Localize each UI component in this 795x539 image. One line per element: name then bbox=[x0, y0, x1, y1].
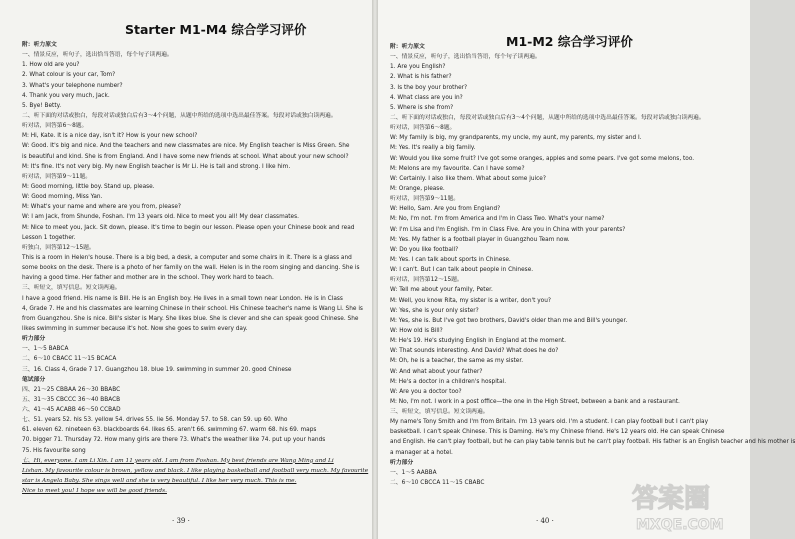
text-line: 二、听下面的对话或独白，每段对话或独白后有3～4个问题，从题中所给的选项中选出最佳答案。每段对话或独白读两遍。 bbox=[390, 114, 705, 121]
text-line: M: Yes, she is. But I've got two brothers, David's older than me and Bill's younger. bbox=[390, 317, 628, 324]
right-page-number: · 40 · bbox=[536, 517, 554, 525]
watermark-logo bbox=[626, 473, 744, 535]
text-line: 4, Grade 7. He and his classmates are learning Chinese in their school. His Chinese teacher's name is Wang Li. She is bbox=[22, 305, 363, 312]
text-line: M: It's fine. It's not very big. My new English teacher is Mr Li. He is tall and strong. I like him. bbox=[22, 163, 291, 170]
text-line: 61. eleven 62. nineteen 63. blackboards 64. likes 65. aren't 66. swimming 67. warm 68. his 69. maps bbox=[22, 427, 317, 434]
text-line: W: Yes, she is your only sister? bbox=[390, 307, 479, 314]
text-line: This is a room in Helen's house. There is a big bed, a desk, a computer and some chairs in it. There is a glass and bbox=[22, 254, 352, 261]
text-line: 听对话，回答第6～8题。 bbox=[390, 125, 456, 132]
left-page bbox=[0, 0, 372, 539]
left-page-title: Starter M1-M4 综合学习评价 bbox=[125, 22, 307, 37]
text-line: M: What's your name and where are you from, please? bbox=[22, 204, 181, 211]
text-line: and English. He can't play football, but he can play table tennis but he can't play football. His father is an English teacher and his mother is bbox=[390, 439, 795, 446]
right-page-title: M1-M2 综合学习评价 bbox=[506, 34, 633, 49]
text-line: W: How old is Bill? bbox=[390, 327, 443, 334]
text-line: likes swimming in summer because it's hot. Now she goes to swim every day. bbox=[22, 325, 248, 332]
text-line: 四、21～25 CBBAA 26～30 BBABC bbox=[22, 386, 121, 393]
text-line: W: Are you a doctor too? bbox=[390, 388, 462, 395]
text-line: M: Yes. It's really a big family. bbox=[390, 145, 476, 152]
text-line: M: He's 19. He's studying English in England at the moment. bbox=[390, 338, 567, 345]
left-page-number: · 39 · bbox=[172, 517, 190, 525]
handwritten-answer-line: 七、Hi, everyone. I am Li Xin. I am 11 years old. I am from Foshan. My best friends are Wang Ming and Li bbox=[22, 457, 334, 464]
right-page bbox=[378, 0, 795, 539]
text-line: 二、6～10 CBCCA 11～15 CBABC bbox=[390, 480, 485, 487]
text-line: W: And what about your father? bbox=[390, 368, 483, 375]
text-line: 七、51. years 52. his 53. yellow 54. drives 55. lie 56. Monday 57. to 58. can 59. up 60. Who bbox=[22, 417, 288, 424]
watermark-subtext: MXQE.COM bbox=[636, 517, 724, 533]
text-line: 一、情景反应，听句子，选出恰当答语，每个句子读两遍。 bbox=[390, 54, 541, 61]
text-line: 70. bigger 71. Thursday 72. How many girls are there 73. What's the weather like 74. put up your hands bbox=[22, 437, 326, 444]
text-line: W: Good morning, Miss Yan. bbox=[22, 194, 103, 201]
text-line: I have a good friend. His name is Bill. He is an English boy. He lives in a small town near London. He is in Class bbox=[22, 295, 343, 302]
text-line: 听对话，回答第9～11题。 bbox=[390, 196, 460, 203]
left-page-body bbox=[22, 40, 369, 496]
text-line: 1. Are you English? bbox=[390, 64, 446, 71]
text-line: a manager at a hotel. bbox=[390, 449, 453, 456]
text-line: 4. What class are you in? bbox=[390, 94, 463, 101]
text-line: W: Good. It's big and nice. And the teachers and new classmates are nice. My English teacher is Miss Green. She bbox=[22, 143, 350, 150]
text-line: M: Yes. My father is a football player in Guangzhou Team now. bbox=[390, 236, 570, 243]
text-line: 六、41～45 ACABB 46～50 CCBAD bbox=[22, 407, 121, 414]
text-line: basketball. I can't speak Chinese. This is Daming. He's my Chinese friend. He's 12 years old. He can speak Chinese bbox=[390, 429, 725, 436]
text-line: 一、情景反应，听句子，选出恰当答语，每个句子读两遍。 bbox=[22, 52, 173, 59]
text-line: M: Melons are my favourite. Can I have some? bbox=[390, 165, 525, 172]
text-line: W: Certainly. I also like them. What about some juice? bbox=[390, 175, 546, 182]
section-heading: 听力部分 bbox=[22, 336, 46, 343]
section-heading: 附：听力原文 bbox=[22, 42, 57, 48]
text-line: some books on the desk. There is a photo of her family on the wall. Helen is in the room singing and dancing. She is bbox=[22, 265, 360, 272]
text-line: 一、1～5 BABCA bbox=[22, 346, 69, 353]
text-line: 听对话，回答第12～15题。 bbox=[390, 277, 463, 284]
handwritten-answer-line: star is Angela Baby. She sings well and she is very beautiful. I like her very much. This is me. bbox=[22, 478, 297, 485]
text-line: W: Hello, Sam. Are you from England? bbox=[390, 206, 501, 213]
text-line: W: Tell me about your family, Peter. bbox=[390, 287, 493, 294]
text-line: M: He's a doctor in a children's hospital. bbox=[390, 378, 507, 385]
text-line: 3. Is the boy your brother? bbox=[390, 84, 468, 91]
text-line: 三、听短文，填写信息。短文读两遍。 bbox=[22, 285, 121, 292]
text-line: W: Do you like football? bbox=[390, 246, 459, 253]
text-line: from Guangzhou. She is nice. Bill's sister is Mary. She likes blue. She is clever and she can speak good Chinese. She bbox=[22, 315, 359, 322]
text-line: 五、31～35 CBCCC 36～40 BBACB bbox=[22, 396, 121, 403]
text-line: 5. Where is she from? bbox=[390, 104, 454, 111]
text-line: 听独白，回答第12～15题。 bbox=[22, 244, 95, 251]
text-line: 听对话，回答第9～11题。 bbox=[22, 173, 92, 180]
text-line: 5. Bye! Betty. bbox=[22, 102, 62, 109]
text-line: 二、6～10 CBACC 11～15 BCACA bbox=[22, 356, 117, 363]
text-line: is beautiful and kind. She is from England. And I have some new friends at school. What about your new school? bbox=[22, 153, 349, 160]
text-line: 听对话，回答第6～8题。 bbox=[22, 123, 88, 130]
section-heading: 附：听力原文 bbox=[390, 44, 425, 50]
handwritten-answer-line: Nice to meet you! I hope we will be good friends. bbox=[22, 488, 167, 495]
text-line: M: Nice to meet you, Jack. Sit down, please. It's time to begin our lesson. Please open your Chinese book and read bbox=[22, 224, 355, 231]
text-line: having a good time. Her father and mother are in the school. They work hard to teach. bbox=[22, 275, 274, 282]
text-line: 二、听下面的对话或独白，每段对话或独白后有3～4个问题，从题中所给的选项中选出最佳答案。每段对话或独白读两遍。 bbox=[22, 112, 337, 119]
text-line: 一、1～5 AABBA bbox=[390, 469, 437, 476]
text-line: W: I am Jack, from Shunde, Foshan. I'm 13 years old. Nice to meet you all! My dear classmates. bbox=[22, 214, 299, 221]
text-line: Lesson 1 together. bbox=[22, 234, 76, 241]
text-line: M: Well, you know Rita, my sister is a writer, don't you? bbox=[390, 297, 551, 304]
text-line: M: Yes. I can talk about sports in Chinese. bbox=[390, 256, 511, 263]
text-line: 4. Thank you very much, Jack. bbox=[22, 92, 110, 99]
text-line: 1. How old are you? bbox=[22, 62, 80, 69]
section-heading: 听力部分 bbox=[390, 459, 414, 466]
text-line: W: That sounds interesting. And David? What does he do? bbox=[390, 348, 559, 355]
text-line: W: Would you like some fruit? I've got some oranges, apples and some pears. I've got some melons, too. bbox=[390, 155, 695, 162]
text-line: My name's Tony Smith and I'm from Britain. I'm 13 years old. I'm a student. I can play football but I can't play bbox=[390, 419, 708, 426]
section-heading: 笔试部分 bbox=[22, 376, 46, 383]
text-line: 2. What is his father? bbox=[390, 74, 452, 81]
text-line: M: No, I'm not. I work in a post office—the one in the High Street, between a bank and a restaurant. bbox=[390, 398, 680, 405]
text-line: 三、听短文，填写信息。短文读两遍。 bbox=[390, 409, 489, 416]
text-line: M: Hi, Kate. It is a nice day, isn't it? How is your new school? bbox=[22, 133, 198, 140]
text-line: M: No, I'm not. I'm from America and I'm in Class Two. What's your name? bbox=[390, 216, 605, 223]
text-line: W: My family is big, my grandparents, my uncle, my aunt, my parents, my sister and I. bbox=[390, 135, 642, 142]
text-line: M: Good morning, little boy. Stand up, please. bbox=[22, 183, 155, 190]
text-line: 三、16. Class 4, Grade 7 17. Guangzhou 18. blue 19. swimming in summer 20. good Chinese bbox=[22, 366, 292, 373]
handwritten-answer-line: Lishan. My favourite colour is brown, yellow and black. I like playing basketball and football very much. My favourite bbox=[22, 467, 369, 474]
right-page-body bbox=[390, 42, 795, 488]
text-line: 2. What colour is your car, Tom? bbox=[22, 72, 116, 79]
text-line: W: I can't. But I can talk about people in Chinese. bbox=[390, 267, 534, 274]
text-line: W: I'm Lisa and I'm English. I'm in Class Five. Are you in China with your parents? bbox=[390, 226, 626, 233]
text-line: 3. What's your telephone number? bbox=[22, 82, 123, 89]
text-line: 75. His favourite song bbox=[22, 447, 86, 454]
watermark-text: 答案圈 bbox=[632, 484, 711, 514]
text-line: M: Orange, please. bbox=[390, 185, 445, 192]
text-line: M: Oh, he is a teacher, the same as my sister. bbox=[390, 358, 524, 365]
